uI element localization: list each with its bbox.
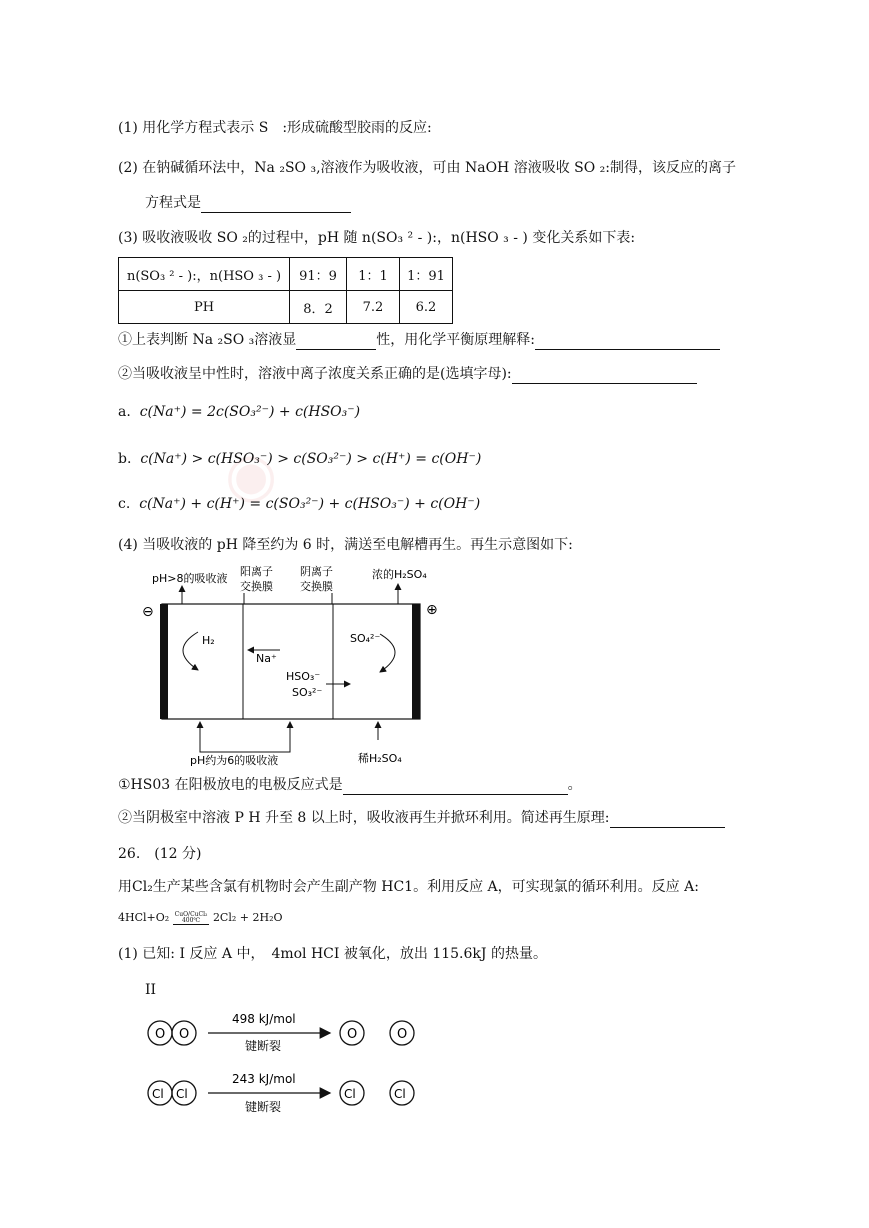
reaction-a-equation: 4HCl+O₂ CuO/CuCl₂ 400℃ 2Cl₂ + 2H₂O — [118, 910, 283, 924]
answer-blank[interactable] — [201, 196, 351, 213]
cl-bond-break: 键断裂 — [245, 1100, 282, 1114]
table-row — [119, 291, 453, 324]
q4-2: ②当阴极室中溶液 P H 升至 8 以上时，吸收液再生并掀环利用。简述再生原理: — [118, 808, 725, 828]
o-bond-energy: 498 kJ/mol — [232, 1012, 296, 1026]
top-left-label: pH>8的吸收液 — [152, 572, 228, 585]
table-cell: 7.2 — [347, 291, 400, 324]
catalyst-condition: CuO/CuCl₂ 400℃ — [174, 910, 208, 924]
anode — [412, 604, 420, 719]
so3-label: SO₃²⁻ — [292, 686, 323, 699]
answer-blank[interactable] — [610, 811, 725, 828]
answer-blank[interactable] — [512, 367, 697, 384]
o-bond-break: 键断裂 — [245, 1039, 282, 1053]
option-b: b. c(Na⁺) > c(HSO₃⁻) > c(SO₃²⁻) > c(H⁺) = c(OH⁻) — [118, 451, 482, 467]
table-cell: 6.2 — [400, 291, 453, 324]
o-atom-2: O — [179, 1027, 190, 1042]
bottom-right-label: 稀H₂SO₄ — [358, 752, 402, 765]
q25-item2-line1: (2) 在钠碱循环法中，Na ₂SO ₃,溶液作为吸收液，可由 NaOH 溶液吸收 SO ₂:制得，该反应的离子 — [118, 160, 737, 176]
table-cell: 1：91 — [400, 258, 453, 291]
cation-membrane-label-1: 阳离子 — [240, 565, 273, 578]
o-atom-3: O — [347, 1027, 358, 1042]
q25-item2-line2: 方程式是 — [145, 193, 351, 213]
option-a: a. c(Na⁺) = 2c(SO₃²⁻) + c(HSO₃⁻) — [118, 404, 361, 420]
so4-label: SO₄²⁻ — [350, 632, 381, 645]
cl-atom-4: Cl — [394, 1087, 406, 1101]
q25-item4: (4) 当吸收液的 pH 降至约为 6 时，满送至电解槽再生。再生示意图如下: — [118, 537, 573, 553]
table-cell: 8．2 — [290, 291, 347, 324]
q26-header: 26. (12 分) — [118, 846, 202, 862]
o-atom-4: O — [397, 1027, 408, 1042]
q25-item3: (3) 吸收液吸收 SO ₂的过程中，pH 随 n(SO₃ ² - ):，n(HSO ₃ - ) 变化关系如下表: — [118, 230, 636, 246]
cl-atom-2: Cl — [176, 1087, 188, 1101]
table-header-cell: PH — [119, 291, 290, 324]
q25-item1: (1) 用化学方程式表示 S :形成硫酸型胶雨的反应: — [118, 120, 432, 136]
anion-membrane-label-1: 阴离子 — [300, 565, 333, 578]
option-c: c. c(Na⁺) + c(H⁺) = c(SO₃²⁻) + c(HSO₃⁻) + c(OH⁻) — [118, 496, 481, 512]
table-cell: 91：9 — [290, 258, 347, 291]
answer-blank[interactable] — [343, 778, 568, 795]
plus-sign: ⊕ — [426, 602, 438, 618]
cl-atom-1: Cl — [152, 1087, 164, 1101]
electrolysis-diagram — [140, 562, 450, 767]
q26-item1: (1) 已知: I 反应 A 中， 4mol HCI 被氧化，放出 115.6kJ 的热量。 — [118, 946, 547, 962]
roman-two: II — [145, 982, 157, 998]
minus-sign: ⊖ — [142, 604, 154, 620]
q4-1: ①HS03 在阳极放电的电极反应式是 。 — [118, 777, 582, 793]
answer-blank[interactable] — [296, 333, 376, 350]
bottom-left-label: pH约为6的吸收液 — [190, 754, 279, 767]
na-ion-text: Na⁺ — [256, 652, 277, 665]
top-right-label: 浓的H₂SO₄ — [372, 568, 427, 581]
h2-label: H₂ — [202, 634, 215, 647]
q3-1: ①上表判断 Na ₂SO ₃溶液显 性，用化学平衡原理解释: — [118, 330, 720, 350]
q3-2: ②当吸收液呈中性时，溶液中离子浓度关系正确的是(选填字母): — [118, 364, 697, 384]
anion-membrane-label-2: 交换膜 — [300, 580, 333, 593]
cathode — [160, 604, 168, 719]
table-header-cell: n(SO₃ ² - ):，n(HSO ₃ - ) — [119, 258, 290, 291]
cl-bond-energy: 243 kJ/mol — [232, 1072, 296, 1086]
hso3-label: HSO₃⁻ — [286, 670, 321, 683]
table-cell: 1：1 — [347, 258, 400, 291]
table-row — [119, 258, 453, 291]
bond-energy-diagram — [140, 1005, 430, 1120]
cl-atom-3: Cl — [344, 1087, 356, 1101]
ph-ratio-table — [118, 257, 453, 324]
q26-intro: 用Cl₂生产某些含氯有机物时会产生副产物 HC1。利用反应 A，可实现氯的循环利用。反应 A: — [118, 879, 699, 895]
watermark: ◉ — [225, 440, 278, 510]
answer-blank[interactable] — [535, 333, 720, 350]
cation-membrane-label-2: 交换膜 — [240, 580, 273, 593]
cell-frame — [162, 604, 420, 719]
o-atom-1: O — [155, 1027, 166, 1042]
